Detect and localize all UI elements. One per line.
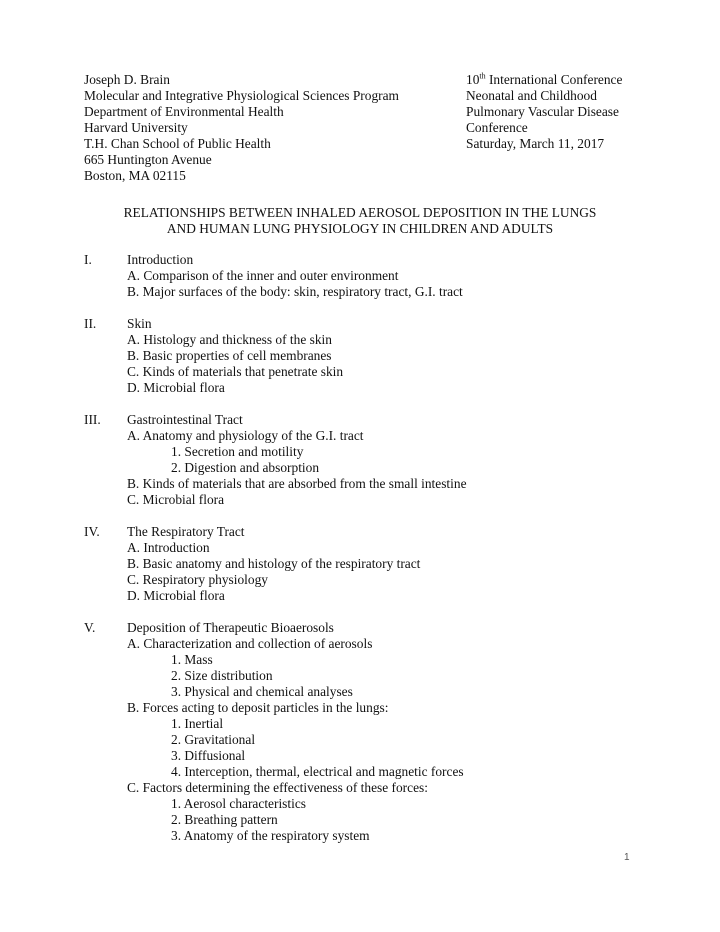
outline-subitem: 4. Interception, thermal, electrical and magnetic forces [171, 764, 464, 779]
outline-item: D. Microbial flora [127, 588, 225, 603]
outline-item: C. Microbial flora [127, 492, 225, 507]
outline-item: A. Histology and thickness of the skin [127, 332, 332, 347]
outline-item: B. Forces acting to deposit particles in the lungs: [127, 700, 389, 715]
section-numeral: IV. [84, 524, 100, 539]
document-title-line-2: AND HUMAN LUNG PHYSIOLOGY IN CHILDREN AND ADULTS [166, 221, 554, 236]
outline-subitem: 2. Size distribution [171, 668, 273, 683]
section-numeral: V. [84, 620, 96, 635]
school-name: T.H. Chan School of Public Health [84, 136, 271, 151]
outline-item: B. Kinds of materials that are absorbed from the small intestine [127, 476, 467, 491]
outline-item: B. Basic properties of cell membranes [127, 348, 332, 363]
outline-subitem: 3. Anatomy of the respiratory system [171, 828, 370, 843]
conference-title [466, 72, 622, 88]
conference-title-rest: International Conference [485, 72, 623, 87]
section-numeral: II. [84, 316, 97, 331]
section-numeral: III. [84, 412, 101, 427]
section-numeral: I. [84, 252, 92, 267]
section-heading: Introduction [127, 252, 194, 267]
page-number: 1 [624, 852, 630, 863]
conference-ordinal: th [479, 71, 486, 81]
outline-item: A. Introduction [127, 540, 210, 555]
outline-item: B. Basic anatomy and histology of the respiratory tract [127, 556, 421, 571]
section-heading: Deposition of Therapeutic Bioaerosols [127, 620, 334, 635]
author-name: Joseph D. Brain [84, 72, 170, 87]
outline-subitem: 1. Aerosol characteristics [171, 796, 306, 811]
outline-item: C. Kinds of materials that penetrate skin [127, 364, 344, 379]
outline-subitem: 2. Gravitational [171, 732, 256, 747]
outline-item: D. Microbial flora [127, 380, 225, 395]
outline-item: A. Comparison of the inner and outer environment [127, 268, 399, 283]
university-name: Harvard University [84, 120, 188, 135]
conference-date: Saturday, March 11, 2017 [466, 136, 605, 151]
section-heading: Skin [127, 316, 152, 331]
conference-line: Neonatal and Childhood [466, 88, 597, 103]
outline-item: A. Characterization and collection of aerosols [127, 636, 373, 651]
street-address: 665 Huntington Avenue [84, 152, 212, 167]
outline-subitem: 2. Breathing pattern [171, 812, 278, 827]
document-title-line-1: RELATIONSHIPS BETWEEN INHALED AEROSOL DEPOSITION IN THE LUNGS [123, 205, 597, 220]
outline-subitem: 3. Physical and chemical analyses [171, 684, 353, 699]
program-name: Molecular and Integrative Physiological Sciences Program [84, 88, 399, 103]
outline-subitem: 2. Digestion and absorption [171, 460, 320, 475]
conference-line: Conference [466, 120, 528, 135]
section-heading: Gastrointestinal Tract [127, 412, 243, 427]
department-name: Department of Environmental Health [84, 104, 284, 119]
outline-subitem: 1. Secretion and motility [171, 444, 304, 459]
outline-item: C. Respiratory physiology [127, 572, 268, 587]
outline-item: A. Anatomy and physiology of the G.I. tract [127, 428, 364, 443]
outline-item: B. Major surfaces of the body: skin, respiratory tract, G.I. tract [127, 284, 463, 299]
outline-item: C. Factors determining the effectiveness of these forces: [127, 780, 428, 795]
outline-subitem: 1. Mass [171, 652, 213, 667]
outline-subitem: 3. Diffusional [171, 748, 246, 763]
city-state-zip: Boston, MA 02115 [84, 168, 186, 183]
outline-subitem: 1. Inertial [171, 716, 224, 731]
conference-number: 10 [466, 72, 480, 87]
conference-line: Pulmonary Vascular Disease [466, 104, 619, 119]
section-heading: The Respiratory Tract [127, 524, 245, 539]
